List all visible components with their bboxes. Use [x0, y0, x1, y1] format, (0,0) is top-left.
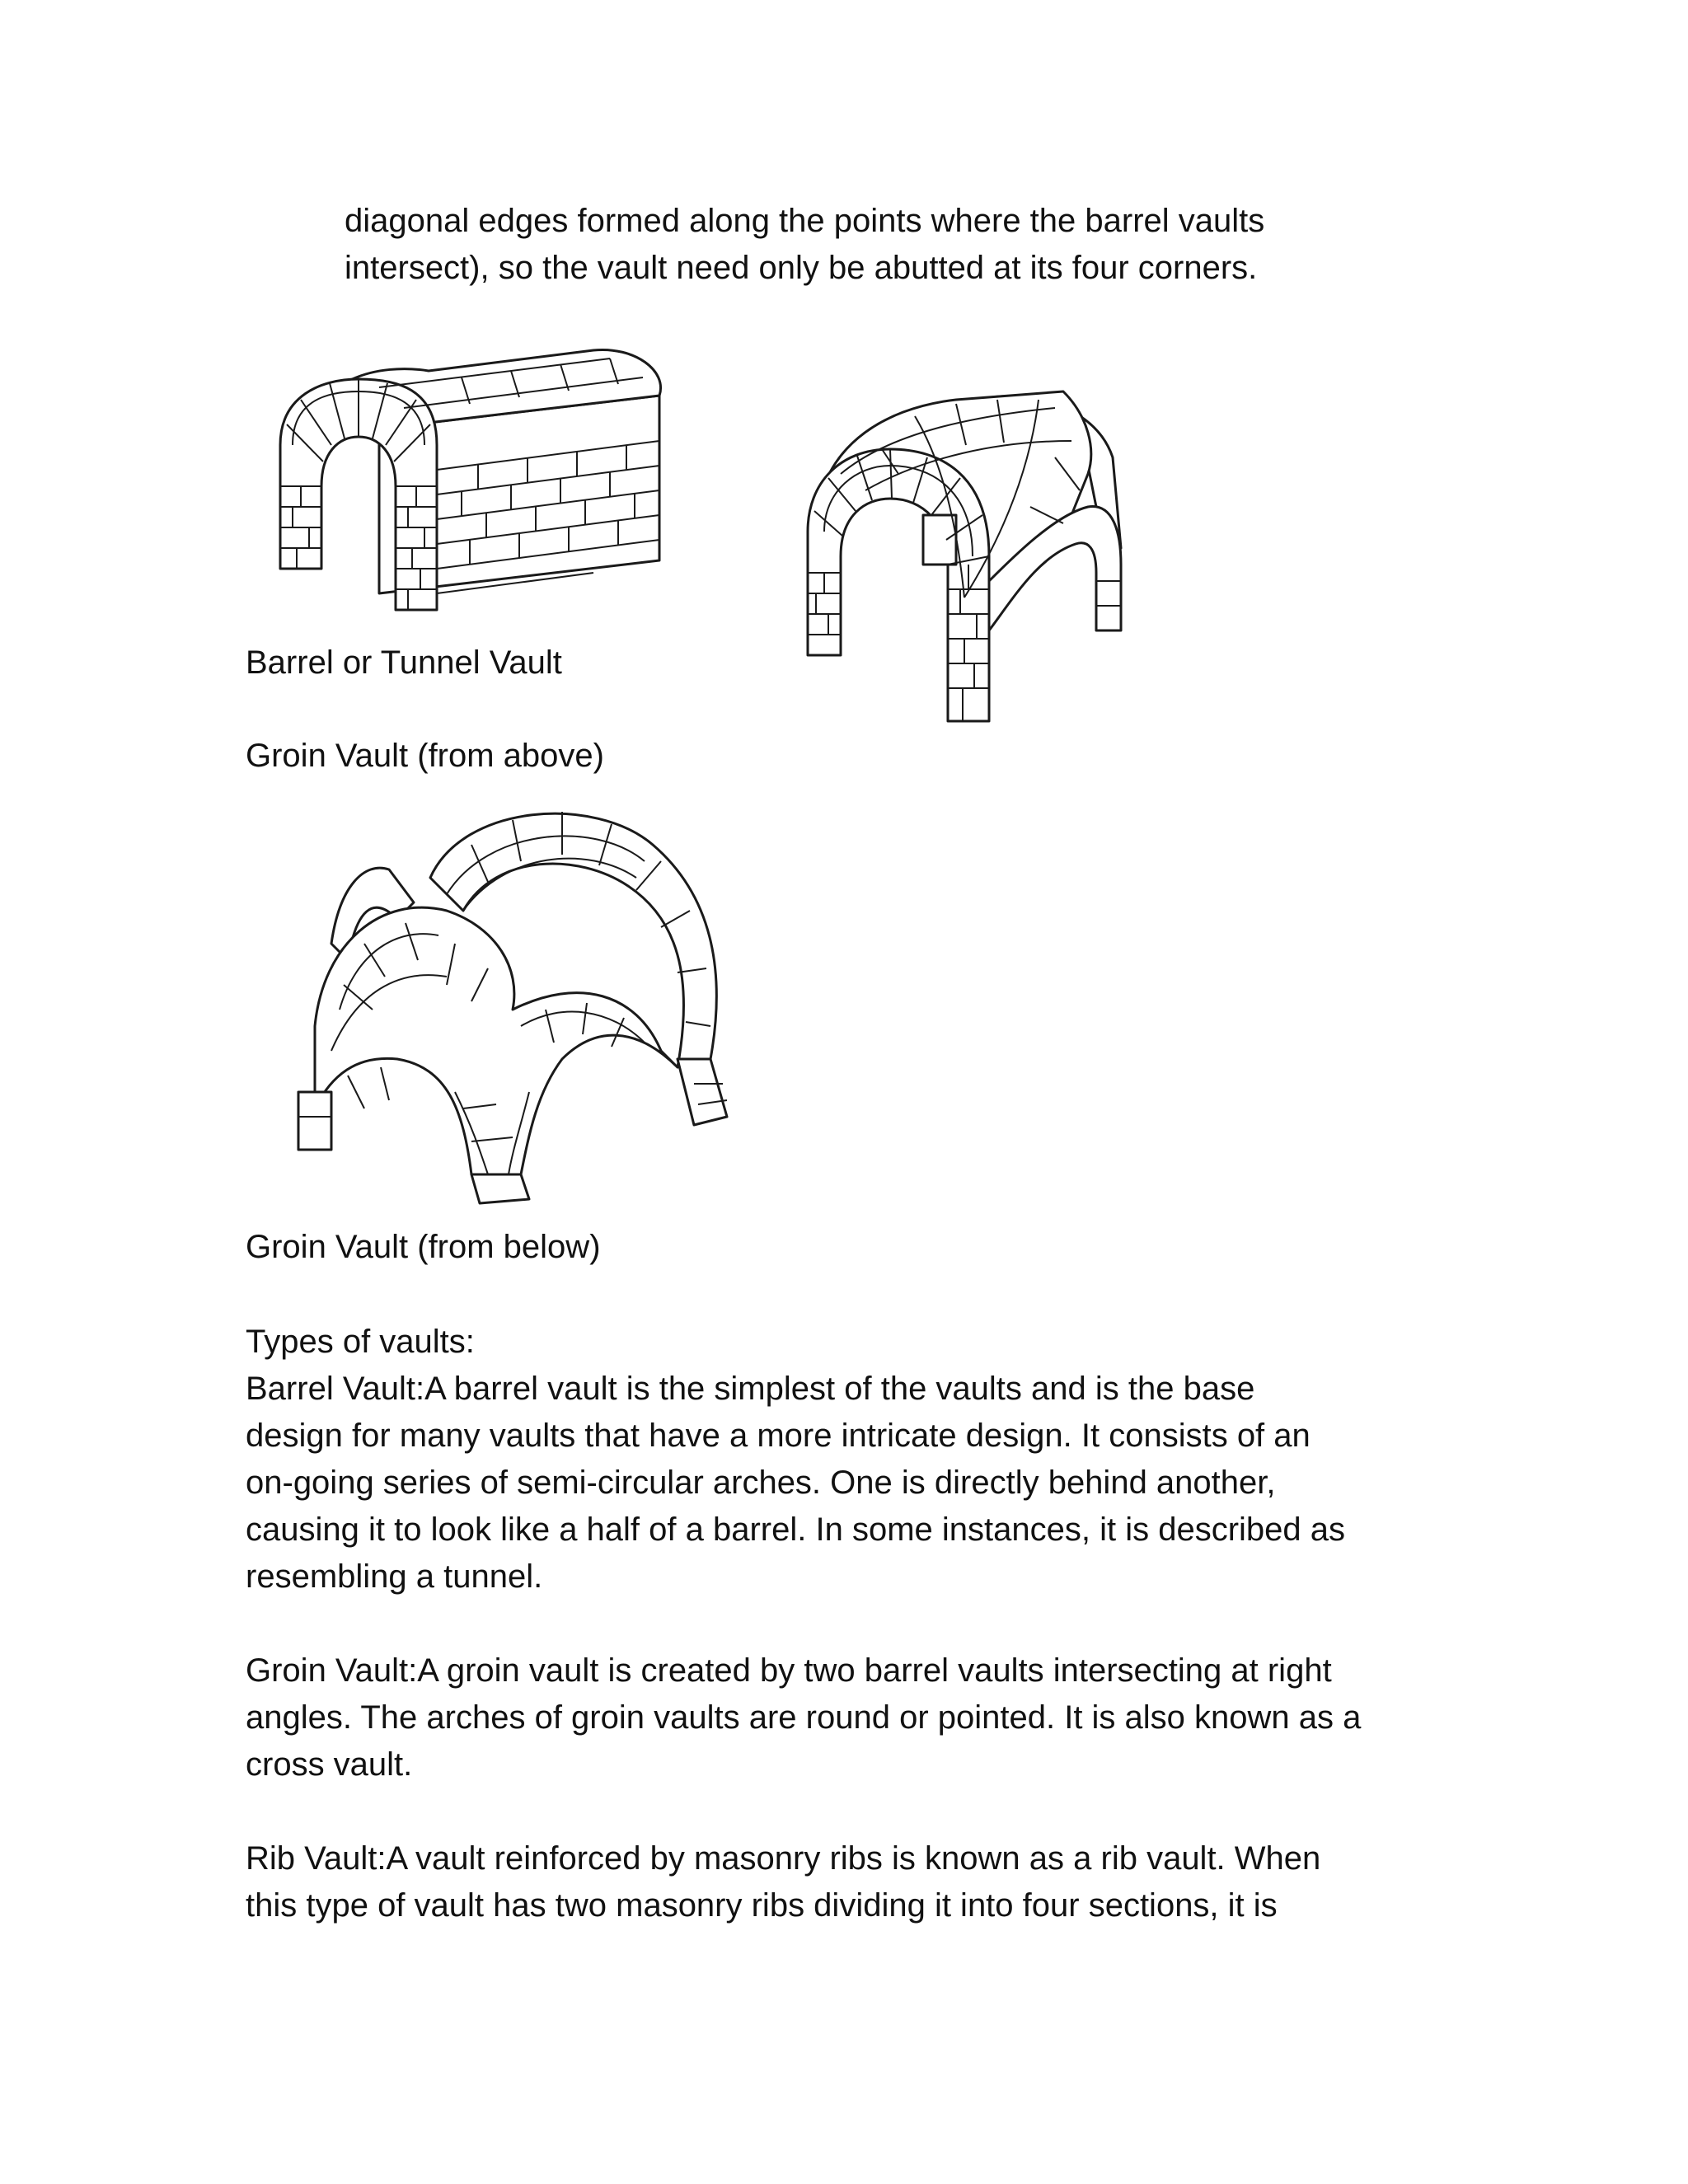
paragraph-line: Groin Vault:A groin vault is created by two barrel vaults intersecting at right [246, 1652, 1332, 1689]
barrel-vault-drawing-icon [264, 346, 676, 618]
groin-vault-paragraph [246, 1647, 1465, 1788]
intro-line: intersect), so the vault need only be abutted at its four corners. [345, 250, 1258, 286]
groin-vault-above-figure [791, 367, 1137, 729]
paragraph-line: Barrel Vault:A barrel vault is the simplest of the vaults and is the base [246, 1371, 1255, 1407]
paragraph-line: angles. The arches of groin vaults are round or pointed. It is also known as a [246, 1699, 1362, 1736]
paragraph-line: cross vault. [246, 1746, 413, 1783]
paragraph-line: causing it to look like a half of a barrel. In some instances, it is described as [246, 1511, 1346, 1548]
groin-vault-below-drawing-icon [249, 779, 793, 1224]
paragraph-line: Rib Vault:A vault reinforced by masonry ribs is known as a rib vault. When [246, 1840, 1321, 1877]
groin-vault-below-figure [249, 779, 793, 1224]
groin-vault-below-caption: Groin Vault (from below) [246, 1229, 601, 1265]
types-heading: Types of vaults: [246, 1324, 475, 1360]
barrel-vault-figure [264, 346, 676, 618]
intro-line: diagonal edges formed along the points where the barrel vaults [345, 203, 1265, 239]
paragraph-line: this type of vault has two masonry ribs dividing it into four sections, it is [246, 1887, 1278, 1924]
rib-vault-paragraph [246, 1835, 1465, 1929]
paragraph-line: design for many vaults that have a more intricate design. It consists of an [246, 1418, 1311, 1454]
intro-paragraph [345, 198, 1564, 292]
groin-vault-above-caption: Groin Vault (from above) [246, 738, 604, 774]
barrel-vault-caption: Barrel or Tunnel Vault [246, 644, 562, 681]
paragraph-line: resembling a tunnel. [246, 1558, 543, 1595]
paragraph-line: on-going series of semi-circular arches. One is directly behind another, [246, 1465, 1276, 1501]
barrel-vault-paragraph [246, 1366, 1465, 1601]
groin-vault-above-drawing-icon [791, 367, 1137, 729]
